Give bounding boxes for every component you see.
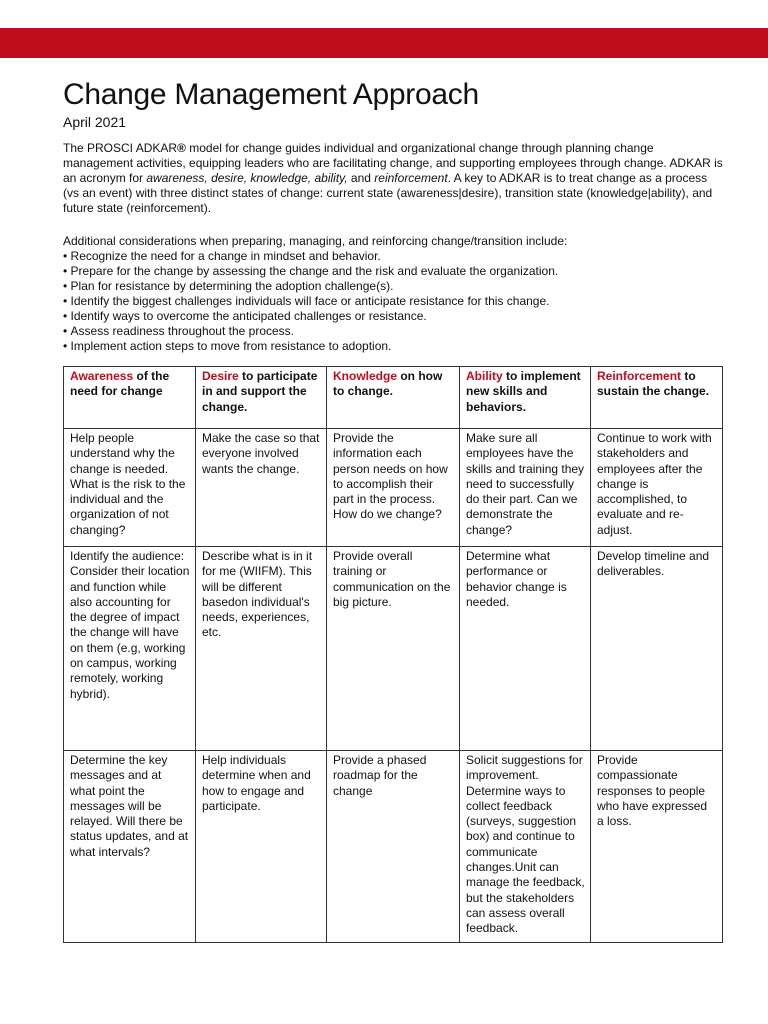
- header-desire: Desire to participate in and support the change.: [196, 367, 327, 429]
- table-cell: Solicit suggestions for improvement. Determine ways to collect feedback (surveys, suggestion box) and continue to communicate changes.Unit can manage the feedback, but the stakeholders can assess overall feedback.: [460, 751, 591, 943]
- considerations-list: [63, 249, 723, 354]
- adkar-table: [63, 366, 723, 943]
- intro-and: and: [347, 171, 375, 185]
- list-item: • Recognize the need for a change in mindset and behavior.: [63, 249, 723, 264]
- header-ability: Ability to implement new skills and behaviors.: [460, 367, 591, 429]
- table-cell: Determine what performance or behavior change is needed.: [460, 547, 591, 751]
- list-item: • Prepare for the change by assessing the change and the risk and evaluate the organization.: [63, 264, 723, 279]
- intro-paragraph: [63, 141, 723, 216]
- document-date: April 2021: [63, 114, 127, 130]
- table-cell: Provide a phased roadmap for the change: [327, 751, 460, 943]
- considerations-section: [63, 234, 723, 354]
- considerations-lead: Additional considerations when preparing, managing, and reinforcing change/transition include:: [63, 234, 568, 248]
- adkar-term-last: reinforcement: [374, 171, 448, 185]
- table-cell: Provide compassionate responses to people who have expressed a loss.: [591, 751, 723, 943]
- list-item: • Assess readiness throughout the process.: [63, 324, 723, 339]
- header-knowledge: Knowledge on how to change.: [327, 367, 460, 429]
- table-row: [64, 751, 723, 943]
- registered-mark: ®: [177, 141, 186, 155]
- table-cell: Describe what is in it for me (WIIFM). This will be different basedon individual's needs, experiences, etc.: [196, 547, 327, 751]
- adkar-terms: awareness, desire, knowledge, ability,: [146, 171, 348, 185]
- intro-text-1: The PROSCI ADKAR: [63, 141, 178, 155]
- table-cell: Make the case so that everyone involved wants the change.: [196, 429, 327, 547]
- table-cell: Help individuals determine when and how to engage and participate.: [196, 751, 327, 943]
- table-cell: Make sure all employees have the skills and training they need to successfully do their part. Can we demonstrate the change?: [460, 429, 591, 547]
- header-awareness: Awareness of the need for change: [64, 367, 196, 429]
- list-item: • Implement action steps to move from resistance to adoption.: [63, 339, 723, 354]
- header-reinforcement: Reinforcement to sustain the change.: [591, 367, 723, 429]
- list-item: • Identify the biggest challenges individuals will face or anticipate resistance for this change.: [63, 294, 723, 309]
- page-title: Change Management Approach: [63, 78, 479, 111]
- table-row: [64, 547, 723, 751]
- list-item: • Plan for resistance by determining the adoption challenge(s).: [63, 279, 723, 294]
- intro-text-2: model for change guides individual and organizational change through planning change management activities, equipping leaders who are facilitating change, and supporting employees through change. ADKAR is an acronym for: [63, 141, 723, 185]
- table-cell: Provide overall training or communication on the big picture.: [327, 547, 460, 751]
- table-cell: Determine the key messages and at what point the messages will be relayed. Will there be status updates, and at what intervals?: [64, 751, 196, 943]
- table-cell: Identify the audience: Consider their location and function while also accounting for the degree of impact the change will have on them (e.g, working on campus, working remotely, working hybrid).: [64, 547, 196, 751]
- intro-text-3: . A key to ADKAR is to treat change as a process (vs an event) with three distinct states of change: current state (awareness|desire), transition state (knowledge|ability), and future state (reinforcement).: [63, 171, 713, 215]
- table-cell: Help people understand why the change is needed. What is the risk to the individual and the organization of not changing?: [64, 429, 196, 547]
- table-row: [64, 429, 723, 547]
- table-header-row: [64, 367, 723, 429]
- table-cell: Continue to work with stakeholders and employees after the change is accomplished, to evaluate and re-adjust.: [591, 429, 723, 547]
- table-cell: Develop timeline and deliverables.: [591, 547, 723, 751]
- list-item: • Identify ways to overcome the anticipated challenges or resistance.: [63, 309, 723, 324]
- header-accent-bar: [0, 28, 768, 58]
- table-cell: Provide the information each person needs on how to accomplish their part in the process. How do we change?: [327, 429, 460, 547]
